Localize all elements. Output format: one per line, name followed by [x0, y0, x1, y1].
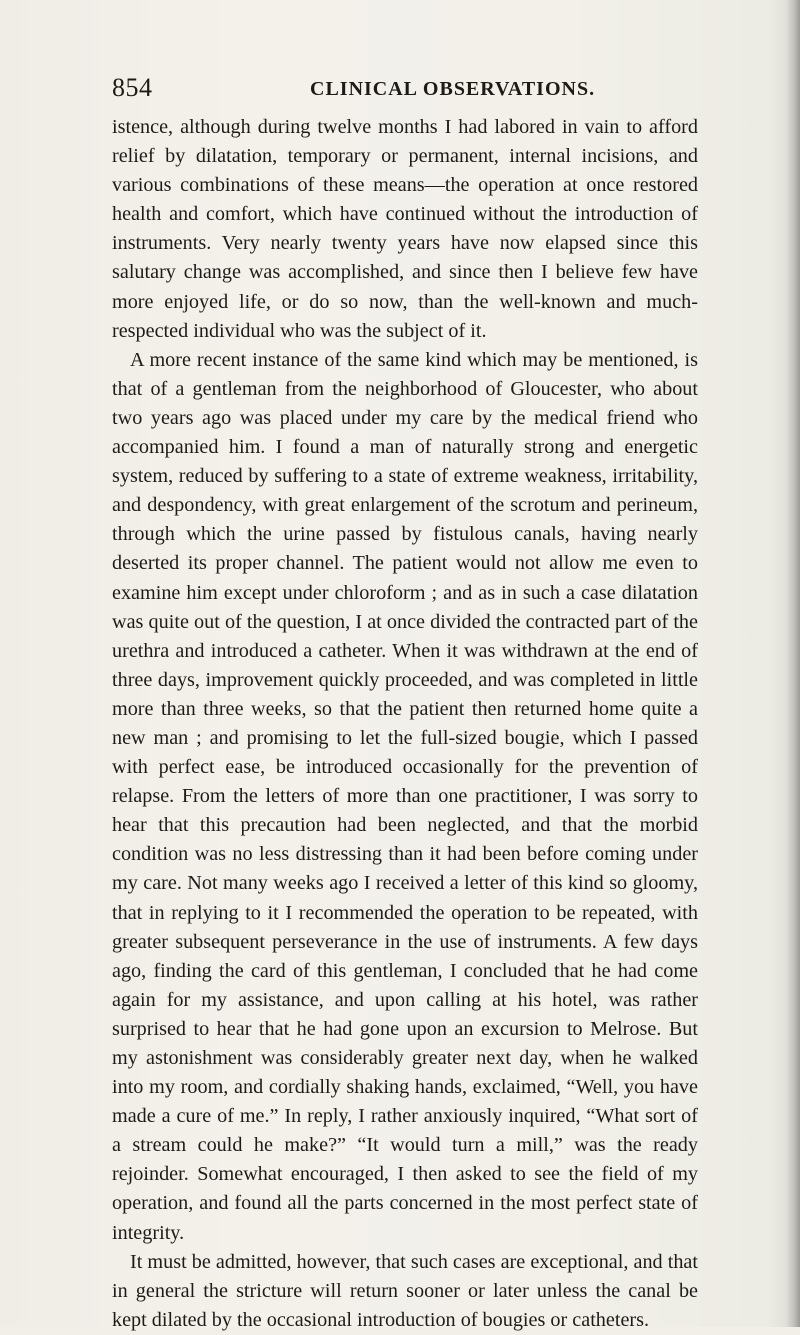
page-number: 854	[112, 73, 153, 102]
page-header	[112, 72, 692, 104]
paragraph: istence, although during twelve months I had labored in vain to afford relief by dilatation, temporary or permanent, internal incisions, and various combinations of these means—the operation at once restored health and comfort, which have continued without the introduction of instruments. Very nearly twenty years have now elapsed since this salutary change was accomplished, and since then I believe few have more enjoyed life, or do so now, than the well-known and much-respected individual who was the subject of it.	[112, 116, 698, 342]
page-edge-shadow	[786, 0, 800, 1327]
paragraph: It must be admitted, however, that such cases are exceptional, and that in general the stricture will return sooner or later unless the canal be kept dilated by the occasional introduction of bougies or catheters.	[112, 1250, 698, 1331]
running-head: CLINICAL OBSERVATIONS.	[310, 78, 596, 100]
body-text	[112, 113, 698, 1335]
paragraph: A more recent instance of the same kind which may be mentioned, is that of a gentleman from the neighborhood of Gloucester, who about two years ago was placed under my care by the medical friend who accompanied him. I found a man of naturally strong and energetic system, reduced by suffering to a state of extreme weakness, irritability, and despondency, with great enlargement of the scrotum and perineum, through which the urine passed by fistulous canals, having nearly deserted its proper channel. The patient would not allow me even to examine him except under chloroform ; and as in such a case dilatation was quite out of the question, I at once divided the contracted part of the urethra and introduced a catheter. When it was withdrawn at the end of three days, improvement quickly proceeded, and was completed in little more than three weeks, so that the patient then returned home quite a new man ; and promising to let the full-sized bougie, which I passed with perfect ease, be introduced occasionally for the prevention of relapse. From the letters of more than one practitioner, I was sorry to hear that this precaution had been neglected, and that the morbid condition was no less distressing than it had been before coming under my care. Not many weeks ago I received a letter of this kind so gloomy, that in replying to it I recommended the operation to be repeated, with greater subsequent perseverance in the use of instruments. A few days ago, finding the card of this gentleman, I concluded that he had come again for my assistance, and upon calling at his hotel, was rather surprised to hear that he had gone upon an excursion to Melrose. But my astonishment was considerably greater next day, when he walked into my room, and cordially shaking hands, exclaimed, “Well, you have made a cure of me.” In reply, I rather anxiously inquired, “What sort of a stream could he make?” “It would turn a mill,” was the ready rejoinder. Somewhat encouraged, I then asked to see the field of my operation, and found all the parts concerned in the most perfect state of integrity.	[112, 348, 698, 1244]
